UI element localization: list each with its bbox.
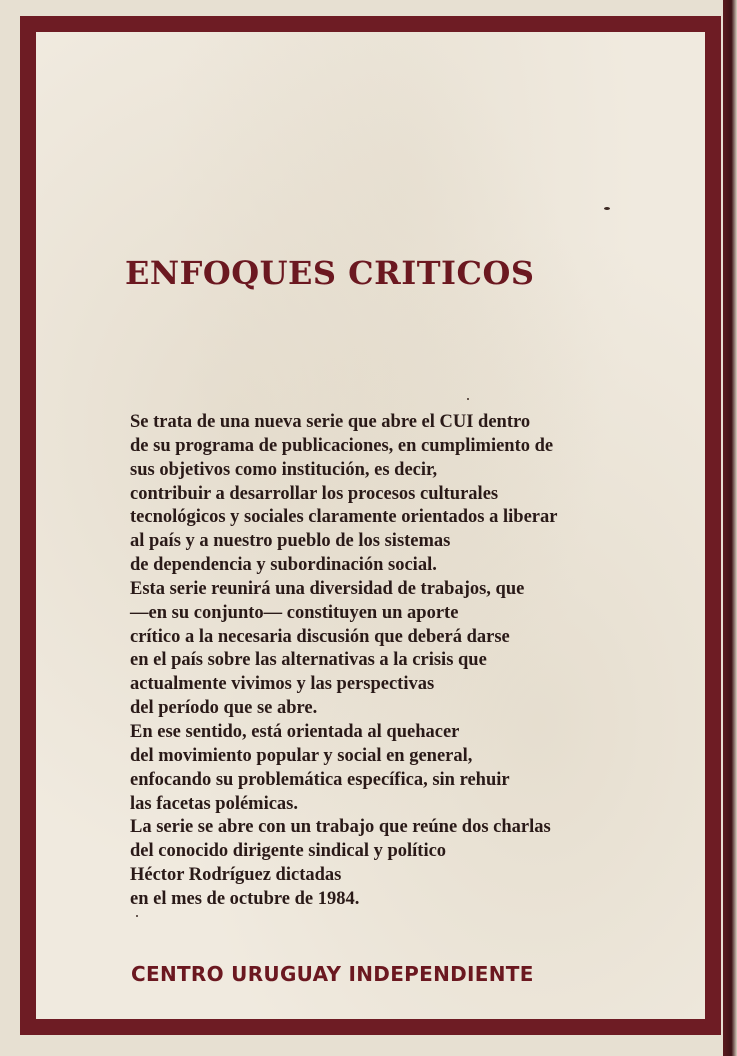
description-line: en el país sobre las alternativas a la crisis que xyxy=(130,650,487,671)
description-line: —en su conjunto— constituyen un aporte xyxy=(130,602,459,623)
description-line: las facetas polémicas. xyxy=(130,793,299,814)
description-line: Héctor Rodríguez dictadas xyxy=(130,865,342,886)
series-title: ENFOQUES CRITICOS xyxy=(125,254,535,292)
description-line: en el mes de octubre de 1984. xyxy=(130,888,360,909)
description-line: crítico a la necesaria discusión que deberá darse xyxy=(130,626,510,647)
description-line: La serie se abre con un trabajo que reúne dos charlas xyxy=(130,817,551,838)
cover-spine-edge xyxy=(723,0,737,1056)
description-line: de su programa de publicaciones, en cumplimiento de xyxy=(130,435,554,456)
description-line: de dependencia y subordinación social. xyxy=(130,555,437,576)
paper-speck xyxy=(604,207,610,210)
description-line: del conocido dirigente sindical y político xyxy=(130,841,447,862)
description-line: contribuir a desarrollar los procesos culturales xyxy=(130,483,499,504)
description-line: actualmente vivimos y las perspectivas xyxy=(130,674,435,695)
description-line: al país y a nuestro pueblo de los sistemas xyxy=(130,531,451,552)
publisher-name: CENTRO URUGUAY INDEPENDIENTE xyxy=(131,962,534,986)
description-line: Esta serie reunirá una diversidad de trabajos, que xyxy=(130,578,525,599)
description-line: enfocando su problemática específica, sin rehuir xyxy=(130,769,510,790)
description-line: sus objetivos como institución, es decir, xyxy=(130,459,438,480)
paper-speck xyxy=(136,915,138,917)
description-line: En ese sentido, está orientada al quehacer xyxy=(130,721,460,742)
description-line: del movimiento popular y social en general, xyxy=(130,745,473,766)
series-description xyxy=(130,411,650,912)
description-line: Se trata de una nueva serie que abre el CUI dentro xyxy=(130,412,531,432)
description-line: tecnológicos y sociales claramente orientados a liberar xyxy=(130,507,558,528)
paper-speck xyxy=(467,398,469,400)
description-line: del período que se abre. xyxy=(130,698,318,719)
